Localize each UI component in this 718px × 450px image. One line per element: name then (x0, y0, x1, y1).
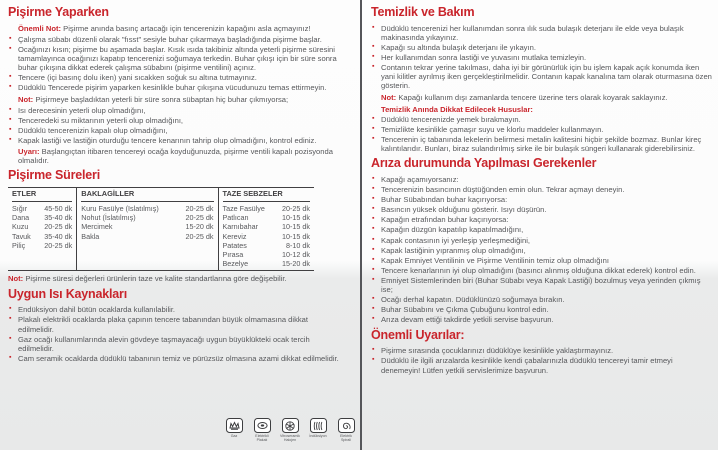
cook-time: 20-25 dk (185, 213, 214, 223)
important-note-text: Pişirme anında basınç artacağı için tencerenizin kapağını asla açmayınız! (63, 23, 311, 33)
bullet-icon (9, 315, 11, 323)
list-item (8, 335, 342, 353)
list-item (8, 305, 342, 314)
bullet-icon (9, 305, 11, 313)
bullet-icon (9, 73, 11, 81)
list-item (371, 205, 713, 214)
food-name: Sığır (12, 203, 28, 213)
electric-plate-icon (254, 418, 271, 433)
table-rows (12, 204, 72, 250)
list-item (371, 266, 713, 275)
list-item-text: Düdüklü Tencerede pişirim yaparken kesinlikle buhar çıkışına vücudunuzu temas ettirmeyin. (18, 83, 327, 93)
table-row (12, 232, 72, 241)
induction-icon (310, 418, 327, 433)
list-item (8, 116, 342, 125)
bullet-icon (9, 335, 11, 343)
bullet-icon (9, 136, 11, 144)
section-title-cooking: Pişirme Yaparken (8, 5, 109, 19)
list-item (371, 236, 713, 245)
food-name: Tavuk (12, 231, 31, 241)
bullet-icon (372, 276, 374, 284)
cook-time: 20-25 dk (44, 222, 73, 232)
bullet-icon (372, 185, 374, 193)
list-item-text: Cam seramik ocaklarda düdüklü tabanının temiz ve pürüzsüz olmasına azami dikkat edilmelidir. (18, 353, 339, 363)
list-item (8, 83, 342, 92)
table-row (12, 241, 72, 250)
warnings-bullet-list (371, 346, 713, 374)
list-item-text: Çalışma sübabı düzenli olarak "fısst" sesiyle buhar çıkarmaya başladığında pişirme başlar. (18, 34, 322, 44)
list-item (371, 185, 713, 194)
times-note-text: Pişirme süresi değerleri ürünlerin taze ve kalite standartlarına göre değişebilir. (25, 274, 287, 284)
electric-spiral-icon (338, 418, 355, 433)
gas-burner-icon (226, 418, 243, 433)
cooking-times-table (8, 187, 314, 271)
list-item (8, 354, 342, 363)
bullet-icon (372, 195, 374, 203)
food-name: Nohut (İslatılmış) (81, 213, 136, 223)
cooking-note-label: Not: (18, 94, 34, 104)
list-item-text: Kapağı açamıyorsanız: (381, 174, 459, 184)
heat-source-label: Gaz (230, 434, 238, 438)
heat-source-icons (224, 418, 356, 442)
table-header: ETLER (12, 189, 72, 202)
table-row (81, 213, 213, 222)
list-item-text: Buhar Sübabını ve Çıkma Çubuğunu kontrol edin. (381, 305, 549, 315)
list-item-text: Contanın tekrar yerine takılması, daha iyi bir görünürlük için bu işlem kapak açık konumda iken yani kilitler ayrılmış iken gerçekleştirilmelidir. Contanın kapak kanalına tam olarak oturmasına özen gösterin. (381, 63, 712, 91)
table-row (223, 241, 311, 250)
table-rows (81, 204, 213, 241)
section-title-cleaning: Temizlik ve Bakım (371, 5, 475, 19)
list-item-text: Gaz ocağı kullanımlarında alevin gövdeye taşmayacağı uygun büyüklükteki ocak tercih edilmelidir. (18, 334, 310, 353)
left-column (8, 2, 342, 365)
table-row (12, 222, 72, 231)
table-row (223, 204, 311, 213)
table-row (81, 222, 213, 231)
cook-time: 20-25 dk (185, 231, 214, 241)
heat-bullet-list (8, 305, 342, 363)
cleaning-subsection-title: Temizlik Anında Dikkat Edilecek Hususlar: (381, 104, 533, 114)
bullet-icon (372, 246, 374, 254)
bullet-icon (9, 116, 11, 124)
list-item (371, 256, 713, 265)
bullet-icon (9, 106, 11, 114)
important-note-label: Önemli Not: (18, 23, 62, 33)
section-title-troubleshooting: Arıza durumunda Yapılması Gerekenler (371, 156, 597, 171)
list-item-text: Pişirme sırasında çocuklarınızı düdüklüye kesinlikle yaklaştırmayınız. (381, 346, 614, 356)
bullet-icon (9, 126, 11, 134)
heat-source-halogen (280, 418, 300, 442)
table-row (223, 250, 311, 259)
list-item (371, 356, 713, 374)
table-group-meats (8, 188, 76, 270)
list-item (371, 276, 713, 294)
list-item-text: Basıncın yüksek olduğunu gösterir. Isıyı düşürün. (381, 205, 547, 215)
cooking-warning-label: Uyarı: (18, 147, 40, 157)
bullet-icon (372, 305, 374, 313)
table-row (81, 204, 213, 213)
list-item (8, 106, 342, 115)
food-name: Patlıcan (222, 213, 249, 223)
list-item (371, 125, 713, 134)
food-name: Bakla (81, 231, 100, 241)
cleaning-note (381, 93, 713, 102)
cook-time: 15-20 dk (185, 222, 214, 232)
list-item-text: Tencerenin iç tabanında lekelerin belirmesi metalin kalitesini hiçbir şekilde bozmaz. Bunlar kireç kalıntılarıdır. Bunları, biraz sulandırılmış sirke ile bir bulaşık süngeri kullanarak giderebilirsiniz. (381, 134, 702, 154)
list-item-text: Tencerenizin basıncının düştüğünden emin olun. Tekrar açmayı deneyin. (381, 185, 625, 195)
list-item (371, 53, 713, 62)
list-item (371, 115, 713, 124)
section-title-heat-sources: Uygun Isı Kaynakları (8, 286, 127, 301)
food-name: Mercimek (81, 222, 113, 232)
list-item-text: Kapağın düzgün kapatılıp kapatılmadığını, (381, 225, 524, 235)
table-row (12, 204, 72, 213)
bullet-icon (372, 43, 374, 51)
heat-source-electric-plate (252, 418, 272, 442)
bullet-icon (9, 35, 11, 43)
bullet-icon (372, 315, 374, 323)
cook-time: 35-40 dk (44, 231, 73, 241)
bullet-icon (372, 295, 374, 303)
list-item (371, 305, 713, 314)
list-item-text: Kapağı su altında bulaşık deterjanı ile yıkayın. (381, 42, 536, 52)
list-item (371, 315, 713, 324)
table-rows (223, 204, 311, 269)
times-note (8, 274, 342, 283)
list-item-text: Arıza devam ettiği takdirde yetkili servise başvurun. (381, 315, 554, 325)
list-item (371, 295, 713, 304)
list-item-text: Kapak lastiği ve lastiğin oturduğu tencere kenarının tahrip olup olmadığını, kontrol ediniz. (18, 135, 317, 145)
cooking-note (18, 95, 342, 104)
bullet-icon (372, 236, 374, 244)
cook-time: 20-25 dk (282, 203, 310, 213)
list-item (8, 126, 342, 135)
cooking-bullet-list (8, 35, 342, 93)
list-item-text: Temizlikte kesinlikle çamaşır suyu ve klorlu maddeler kullanmayın. (381, 124, 604, 134)
cook-time: 45-50 dk (44, 203, 73, 213)
list-item-text: Tencere (içi basınç dolu iken) yani sıcakken soğuk su altına tutmayınız. (18, 73, 257, 83)
food-name: Pırasa (222, 250, 244, 259)
list-item (371, 215, 713, 224)
list-item (8, 315, 342, 333)
bullet-icon (372, 215, 374, 223)
section-title-warnings: Önemli Uyarılar: (371, 327, 465, 342)
heat-source-induction (308, 418, 328, 442)
list-item (371, 175, 713, 184)
cooking-warning (18, 147, 342, 165)
food-name: Kereviz (222, 231, 247, 241)
list-item (371, 43, 713, 52)
cooking-check-list (8, 106, 342, 145)
list-item (371, 63, 713, 90)
bullet-icon (372, 256, 374, 264)
list-item-text: Düdüklü tencerenizde yemek bırakmayın. (381, 114, 521, 124)
heat-source-spiral (336, 418, 356, 442)
list-item (371, 24, 713, 42)
cooking-warning-text: Başlangıçtan itibaren tencereyi ocağa koyduğunuzda, pişirme ventili kapalı pozisyonda olmalıdır. (18, 147, 333, 166)
bullet-icon (372, 53, 374, 61)
cleaning-note-text: Kapağı kullanım dışı zamanlarda tencere üzerine ters olarak koyarak saklayınız. (398, 92, 668, 102)
list-item-text: Endüksiyon dahil bütün ocaklarda kullanılabilir. (18, 305, 176, 315)
cook-time: 35-40 dk (44, 213, 73, 223)
heat-source-label: Elektrikli Plakalı (255, 434, 269, 443)
list-item-text: Düdüklü tencerenizin kapalı olup olmadığını, (18, 125, 168, 135)
table-row (223, 222, 311, 231)
list-item-text: Ocağı derhal kapatın. Düdüklünüzü soğumaya bırakın. (381, 295, 565, 305)
list-item-text: Tencere kenarlarının iyi olup olmadığını (basıncı alınmış olduğuna dikkat ederek) kontrol edin. (381, 265, 696, 275)
list-item-text: Emniyet Sistemlerinden biri (Buhar Sübabı veya Kapak Lastiği) bozulmuş veya yerinden çıkmış ise; (381, 276, 701, 295)
cleaning-sub-bullet-list (371, 115, 713, 153)
table-row (12, 213, 72, 222)
cleaning-bullet-list (371, 24, 713, 91)
table-row (81, 232, 213, 241)
cook-time: 20-25 dk (44, 240, 73, 250)
list-item (8, 136, 342, 145)
bullet-icon (372, 115, 374, 123)
table-header: BAKLAGİLLER (81, 189, 213, 202)
list-item (371, 246, 713, 255)
list-item-text: Isı derecesinin yeterli olup olmadığını, (18, 105, 146, 115)
list-item-text: Kapak Emniyet Ventilinin ve Pişirme Ventilinin temiz olup olmadığını (381, 255, 609, 265)
cook-time: 10-12 dk (282, 250, 310, 259)
list-item-text: Plakalı elektrikli ocaklarda plaka çapının tencere tabanından büyük olmamasına dikkat edilmelidir. (18, 315, 308, 334)
list-item (371, 225, 713, 234)
bullet-icon (9, 45, 11, 53)
list-item-text: Düdüklü ile ilgili arızalarda kesinlikle kendi çabalarınızla düdüklü tencereyi tamir etmeyi denemeyin! Lütfen yetkili servislerimize başvurun. (381, 356, 673, 375)
list-item (371, 195, 713, 204)
radiant-halogen-icon (282, 418, 299, 433)
bullet-icon (9, 83, 11, 91)
list-item (8, 45, 342, 72)
cook-time: 10-15 dk (282, 231, 310, 241)
list-item (8, 35, 342, 44)
heat-source-label: Elektrik Spirali (340, 434, 352, 443)
cooking-note-text: Pişirmeye başladıktan yeterli bir süre sonra sübaptan hiç buhar çıkmıyorsa; (35, 94, 289, 104)
table-row (223, 213, 311, 222)
bullet-icon (372, 356, 374, 364)
cook-time: 10-15 dk (282, 222, 310, 232)
bullet-icon (372, 266, 374, 274)
list-item (371, 346, 713, 355)
table-row (223, 232, 311, 241)
bullet-icon (372, 225, 374, 233)
table-header: TAZE SEBZELER (223, 189, 311, 202)
bullet-icon (372, 346, 374, 354)
bullet-icon (372, 125, 374, 133)
food-name: Karnıbahar (222, 222, 259, 232)
cook-time: 15-20 dk (282, 259, 310, 269)
food-name: Dana (12, 213, 30, 223)
food-name: Kuru Fasülye (Islatılmış) (81, 203, 159, 213)
food-name: Piliç (12, 240, 26, 250)
list-item-text: Ocağınızı kısın; pişirme bu aşamada başlar. Kısık ısıda takibiniz altında yeterli pişirme süresini tamamlayınca ocağınızı kapatıp tencerenizi soğumaya terkedin. Buhar çıkışı için bir süre sonra buhar çıkışına dikkat ederek çalışma sübabını (pişirme ventilini) açınız. (18, 44, 337, 73)
list-item (371, 135, 713, 153)
cook-time: 8-10 dk (286, 240, 310, 250)
food-name: Taze Fasülye (222, 203, 265, 213)
list-item (8, 73, 342, 82)
right-column (371, 2, 713, 377)
list-item-text: Kapak lastiğinin yıpranmış olup olmadığını, (381, 245, 526, 255)
important-note (18, 24, 342, 33)
bullet-icon (372, 63, 374, 71)
bullet-icon (372, 175, 374, 183)
table-group-vegetables (218, 188, 315, 270)
list-item-text: Düdüklü tencerenizi her kullanımdan sonra ılık suda bulaşık deterjanı ile elde veya bulaşık makinasında yıkayınız. (381, 23, 684, 42)
heat-source-label: İndüksiyon (309, 434, 327, 438)
cook-time: 10-15 dk (282, 213, 310, 223)
bullet-icon (372, 205, 374, 213)
cook-time: 20-25 dk (185, 203, 214, 213)
list-item-text: Her kullanımdan sonra lastiği ve yuvasını mutlaka temizleyin. (381, 53, 587, 63)
bullet-icon (372, 24, 374, 32)
bullet-icon (9, 354, 11, 362)
section-title-times: Pişirme Süreleri (8, 168, 100, 183)
list-item-text: Kapağın etrafından buhar kaçırıyorsa: (381, 215, 509, 225)
troubleshooting-bullet-list (371, 175, 713, 325)
heat-source-label: Vitroseramik Halojen (280, 434, 300, 443)
list-item-text: Tenceredeki su miktarının yeterli olup olmadığını, (18, 115, 184, 125)
food-name: Kuzu (12, 222, 29, 232)
times-note-label: Not: (8, 274, 24, 284)
list-item-text: Buhar Sübabından buhar kaçırıyorsa: (381, 195, 508, 205)
heat-source-gas (224, 418, 244, 442)
list-item-text: Kapak contasının iyi yerleşip yerleşmediğini, (381, 235, 530, 245)
food-name: Patates (222, 240, 247, 250)
bullet-icon (372, 135, 374, 143)
food-name: Bezelye (222, 259, 249, 269)
cleaning-note-label: Not: (381, 92, 397, 102)
table-row (223, 259, 311, 268)
column-divider (360, 0, 362, 450)
table-group-legumes (76, 188, 217, 270)
